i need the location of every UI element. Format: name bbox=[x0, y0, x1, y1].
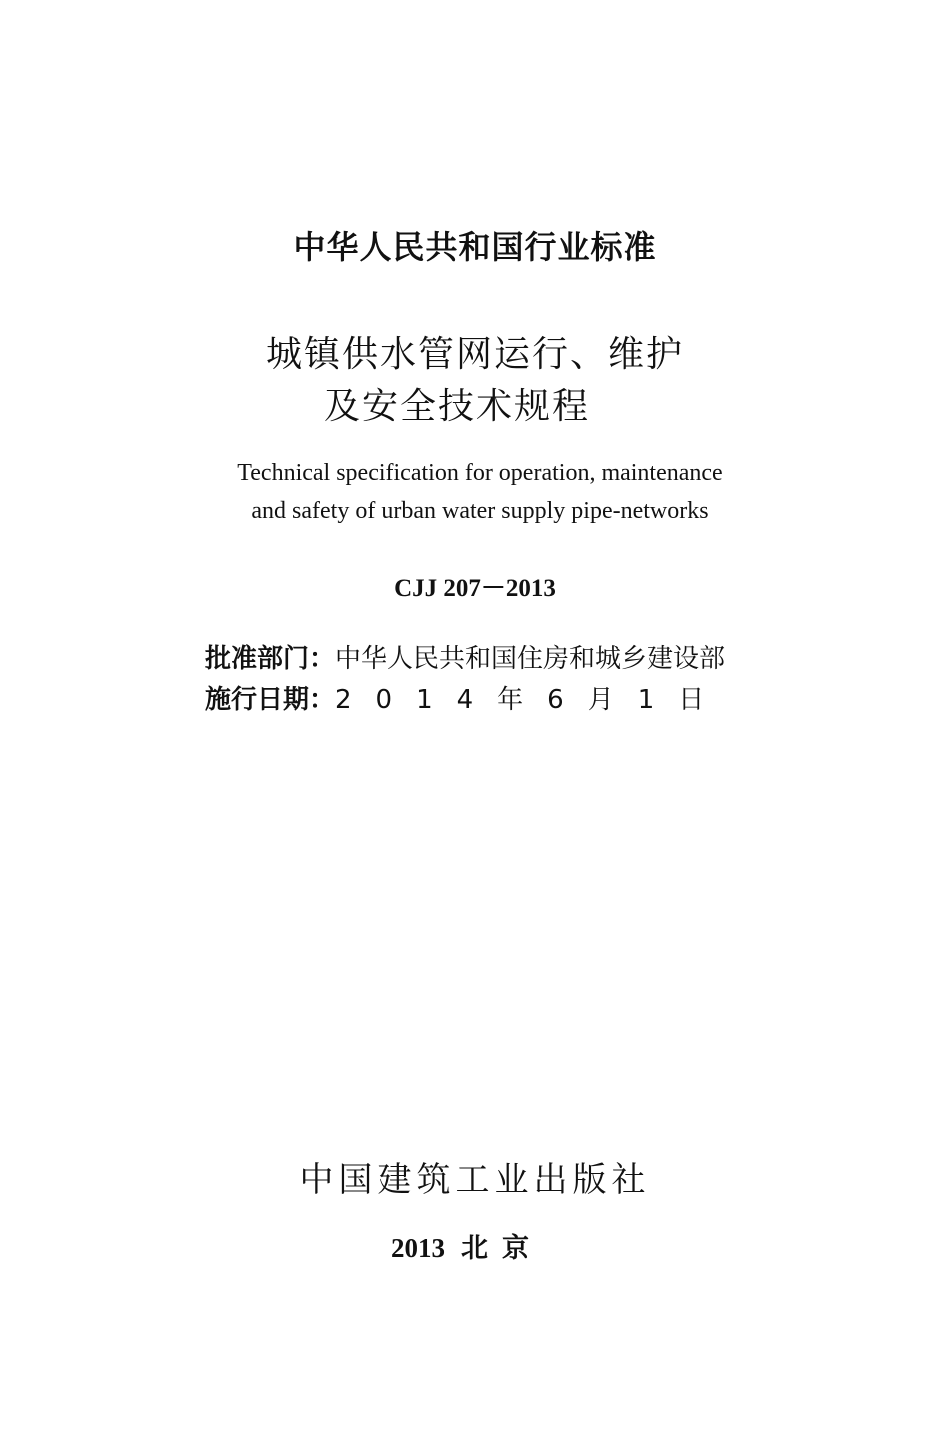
approval-value: 中华人民共和国住房和城乡建设部 bbox=[335, 644, 726, 674]
effective-date-row bbox=[205, 679, 728, 716]
effective-date-label: 施行日期： bbox=[205, 685, 336, 715]
effective-date-value: 2014年6月1日 bbox=[335, 685, 729, 715]
approval-row bbox=[205, 638, 725, 675]
imprint-year: 2013 bbox=[391, 1233, 445, 1263]
standard-code: CJJ 207－2013 bbox=[394, 575, 556, 602]
title-cn-line2: 及安全技术规程 bbox=[323, 386, 590, 427]
title-en-line2: and safety of urban water supply pipe-networks bbox=[251, 498, 709, 524]
approval-label: 批准部门： bbox=[205, 644, 336, 674]
title-en-line1: Technical specification for operation, maintenance bbox=[237, 460, 723, 486]
imprint-city: 北京 bbox=[461, 1233, 543, 1263]
series-title: 中华人民共和国行业标准 bbox=[293, 228, 657, 266]
publisher: 中国建筑工业出版社 bbox=[299, 1160, 651, 1200]
imprint bbox=[0, 1226, 942, 1265]
title-cn-line1: 城镇供水管网运行、维护 bbox=[265, 334, 684, 375]
